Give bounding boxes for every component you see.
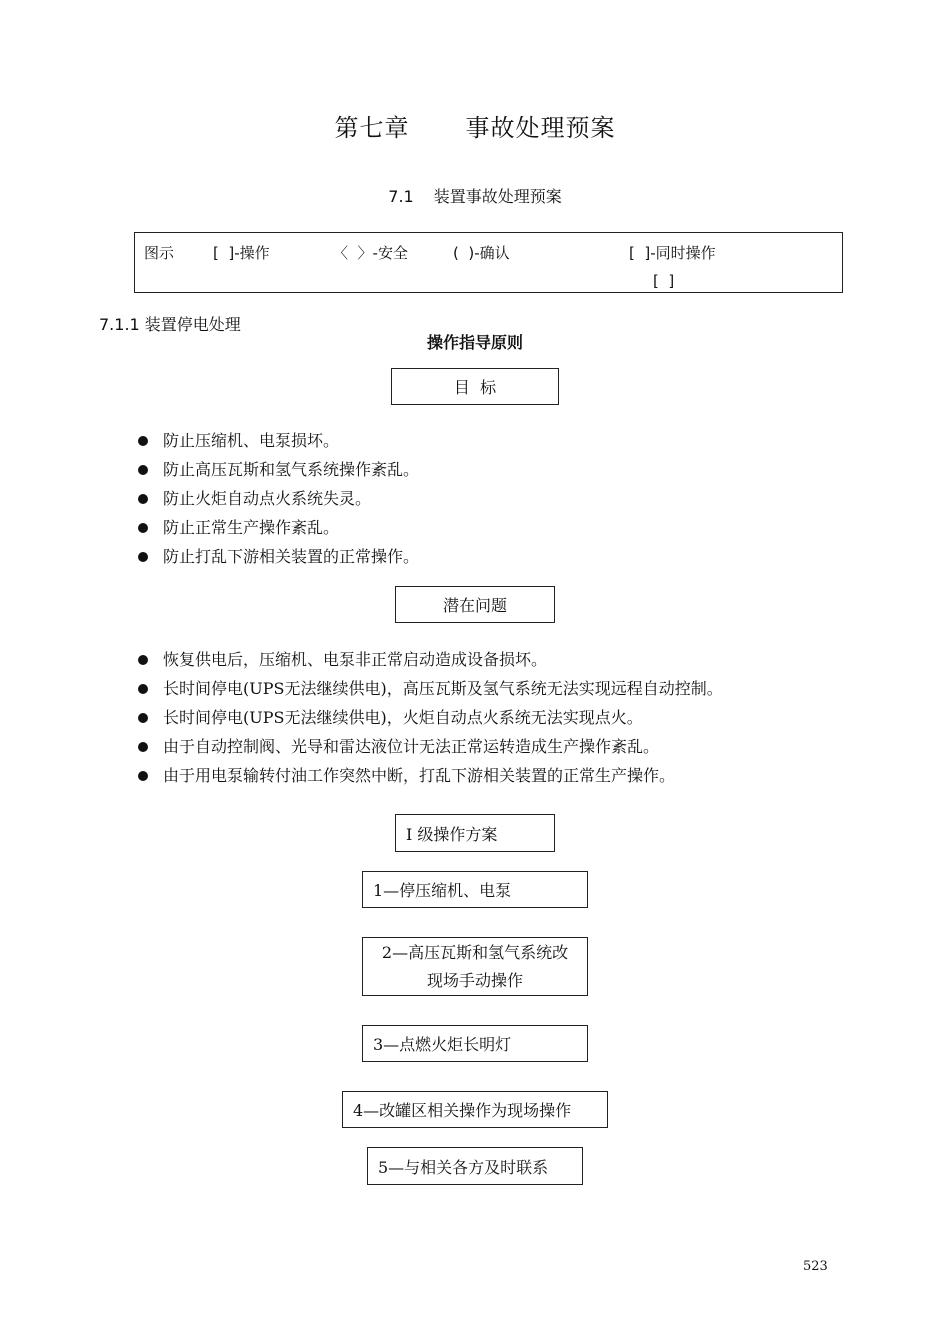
- list-item-text: 防止压缩机、电泵损坏。: [163, 431, 340, 450]
- bullet-icon: [138, 436, 148, 446]
- list-item-text: 由于自动控制阀、光导和雷达液位计无法正常运转造成生产操作紊乱。: [163, 737, 660, 756]
- plan-step-box: [362, 1025, 588, 1062]
- list-item-text: 防止正常生产操作紊乱。: [163, 518, 340, 537]
- plan-step-text: 5—与相关各方及时联系: [378, 1157, 549, 1177]
- plan-step-text: 1—停压缩机、电泵: [373, 881, 512, 900]
- goals-heading-box: [391, 368, 559, 405]
- plan-step-text-line2: 现场手动操作: [426, 970, 523, 990]
- list-item: [134, 679, 723, 708]
- list-item-text: 防止打乱下游相关装置的正常操作。: [163, 547, 420, 566]
- list-item-text: 防止火炬自动点火系统失灵。: [163, 489, 372, 508]
- plan-step-text: 2—高压瓦斯和氢气系统改: [381, 942, 569, 962]
- section-name: 装置事故处理预案: [433, 187, 562, 206]
- list-item: [134, 431, 419, 460]
- list-item: [134, 518, 419, 547]
- list-item: [134, 737, 723, 766]
- legend-box: [134, 232, 843, 293]
- bullet-icon: [138, 713, 148, 723]
- list-item: [134, 708, 723, 737]
- goals-heading: 目 标: [453, 378, 497, 397]
- page-number: 523: [803, 1259, 828, 1274]
- bullet-icon: [138, 684, 148, 694]
- section-number: 7.1: [388, 187, 414, 206]
- plan-step-box: [362, 937, 588, 996]
- list-item-text: 长时间停电(UPS无法继续供电)，高压瓦斯及氢气系统无法实现远程自动控制。: [163, 679, 723, 698]
- legend-simultaneous-line2: [ ]: [653, 272, 675, 290]
- plan-step-text: 3—点燃火炬长明灯: [373, 1035, 512, 1054]
- goals-list: [134, 431, 419, 576]
- bullet-icon: [138, 771, 148, 781]
- principle-heading: 操作指导原则: [426, 333, 523, 352]
- problems-heading-box: [395, 586, 555, 623]
- bullet-icon: [138, 742, 148, 752]
- subsection-title: 7.1.1 装置停电处理: [99, 315, 241, 334]
- list-item: [134, 766, 723, 795]
- list-item-text: 长时间停电(UPS无法继续供电)，火炬自动点火系统无法实现点火。: [163, 708, 643, 727]
- section-title: [0, 184, 950, 207]
- legend-safety: 〈 〉-安全: [333, 244, 408, 262]
- plan-step-box: [362, 871, 588, 908]
- chapter-title: [0, 108, 950, 143]
- plan-step-box: [342, 1091, 608, 1128]
- legend-confirm: ( )-确认: [453, 244, 510, 262]
- plan-step-text: 4—改罐区相关操作为现场操作: [353, 1101, 572, 1120]
- plan-step-box: [367, 1147, 583, 1185]
- list-item: [134, 650, 723, 679]
- list-item-text: 防止高压瓦斯和氢气系统操作紊乱。: [163, 460, 420, 479]
- chapter-name: 事故处理预案: [465, 114, 616, 142]
- bullet-icon: [138, 494, 148, 504]
- bullet-icon: [138, 465, 148, 475]
- problems-list: [134, 650, 723, 795]
- problems-heading: 潜在问题: [442, 596, 507, 615]
- list-item: [134, 547, 419, 576]
- list-item-text: 由于用电泵输转付油工作突然中断，打乱下游相关装置的正常生产操作。: [163, 766, 676, 785]
- legend-operation: [ ]-操作: [213, 244, 270, 262]
- plan-heading: Ⅰ 级操作方案: [406, 824, 498, 844]
- list-item: [134, 489, 419, 518]
- list-item-text: 恢复供电后，压缩机、电泵非正常启动造成设备损坏。: [163, 650, 548, 669]
- list-item: [134, 460, 419, 489]
- legend-simultaneous: [ ]-同时操作: [629, 244, 716, 262]
- bullet-icon: [138, 552, 148, 562]
- plan-heading-box: [395, 814, 555, 852]
- bullet-icon: [138, 655, 148, 665]
- chapter-number: 第七章: [334, 114, 410, 142]
- legend-label: 图示: [144, 244, 175, 262]
- bullet-icon: [138, 523, 148, 533]
